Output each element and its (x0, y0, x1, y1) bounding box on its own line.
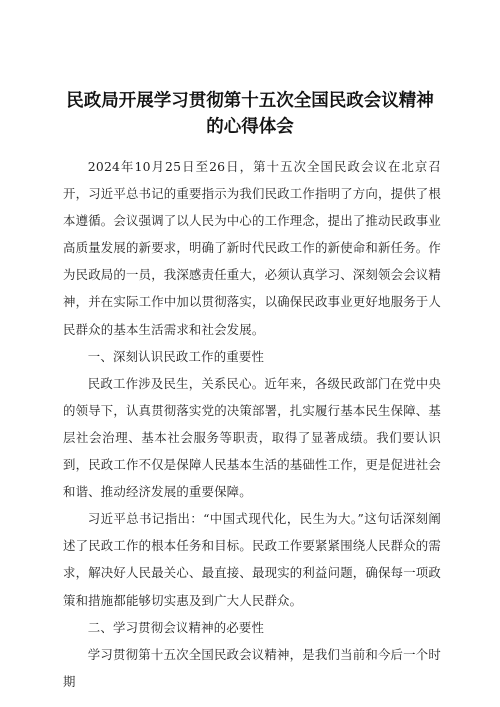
document-title-line2: 的心得体会 (206, 117, 294, 137)
paragraph-section1-b: 习近平总书记指出：“中国式现代化，民生为大。”这句话深刻阐述了民政工作的根本任务和目标。民政工作要紧紧围绕人民群众的需求，解决好人民最关心、最直接、最现实的利益问题，确保每一项政策和措施都能够切实惠及到广大人民群众。 (63, 511, 441, 608)
section-heading-2: 二、学习贯彻会议精神的必要性 (87, 619, 265, 635)
document-body (63, 153, 441, 695)
paragraph-section1-a: 民政工作涉及民生，关系民心。近年来，各级民政部门在党中央的领导下，认真贯彻落实党的决策部署，扎实履行基本民生保障、基层社会治理、基本社会服务等职责，取得了显著成绩。我们要认识到，民政工作不仅是保障人民基本生活的基础性工作，更是促进社会和谐、推动经济发展的重要保障。 (63, 375, 441, 500)
paragraph-intro: 2024年10月25日至26日，第十五次全国民政会议在北京召开，习近平总书记的重要指示为我们民政工作指明了方向，提供了根本遵循。会议强调了以人民为中心的工作理念，提出了推动民政事业高质量发展的新要求，明确了新时代民政工作的新使命和新任务。作为民政局的一员，我深感责任重大，必须认真学习、深刻领会会议精神，并在实际工作中加以贯彻落实，以确保民政事业更好地服务于人民群众的基本生活需求和社会发展。 (63, 159, 441, 337)
document-title-line1: 民政局开展学习贯彻第十五次全国民政会议精神 (66, 91, 434, 111)
section-heading-1: 一、深刻认识民政工作的重要性 (87, 348, 265, 364)
paragraph-section2-a: 学习贯彻第十五次全国民政会议精神，是我们当前和今后一个时期 (63, 646, 441, 689)
